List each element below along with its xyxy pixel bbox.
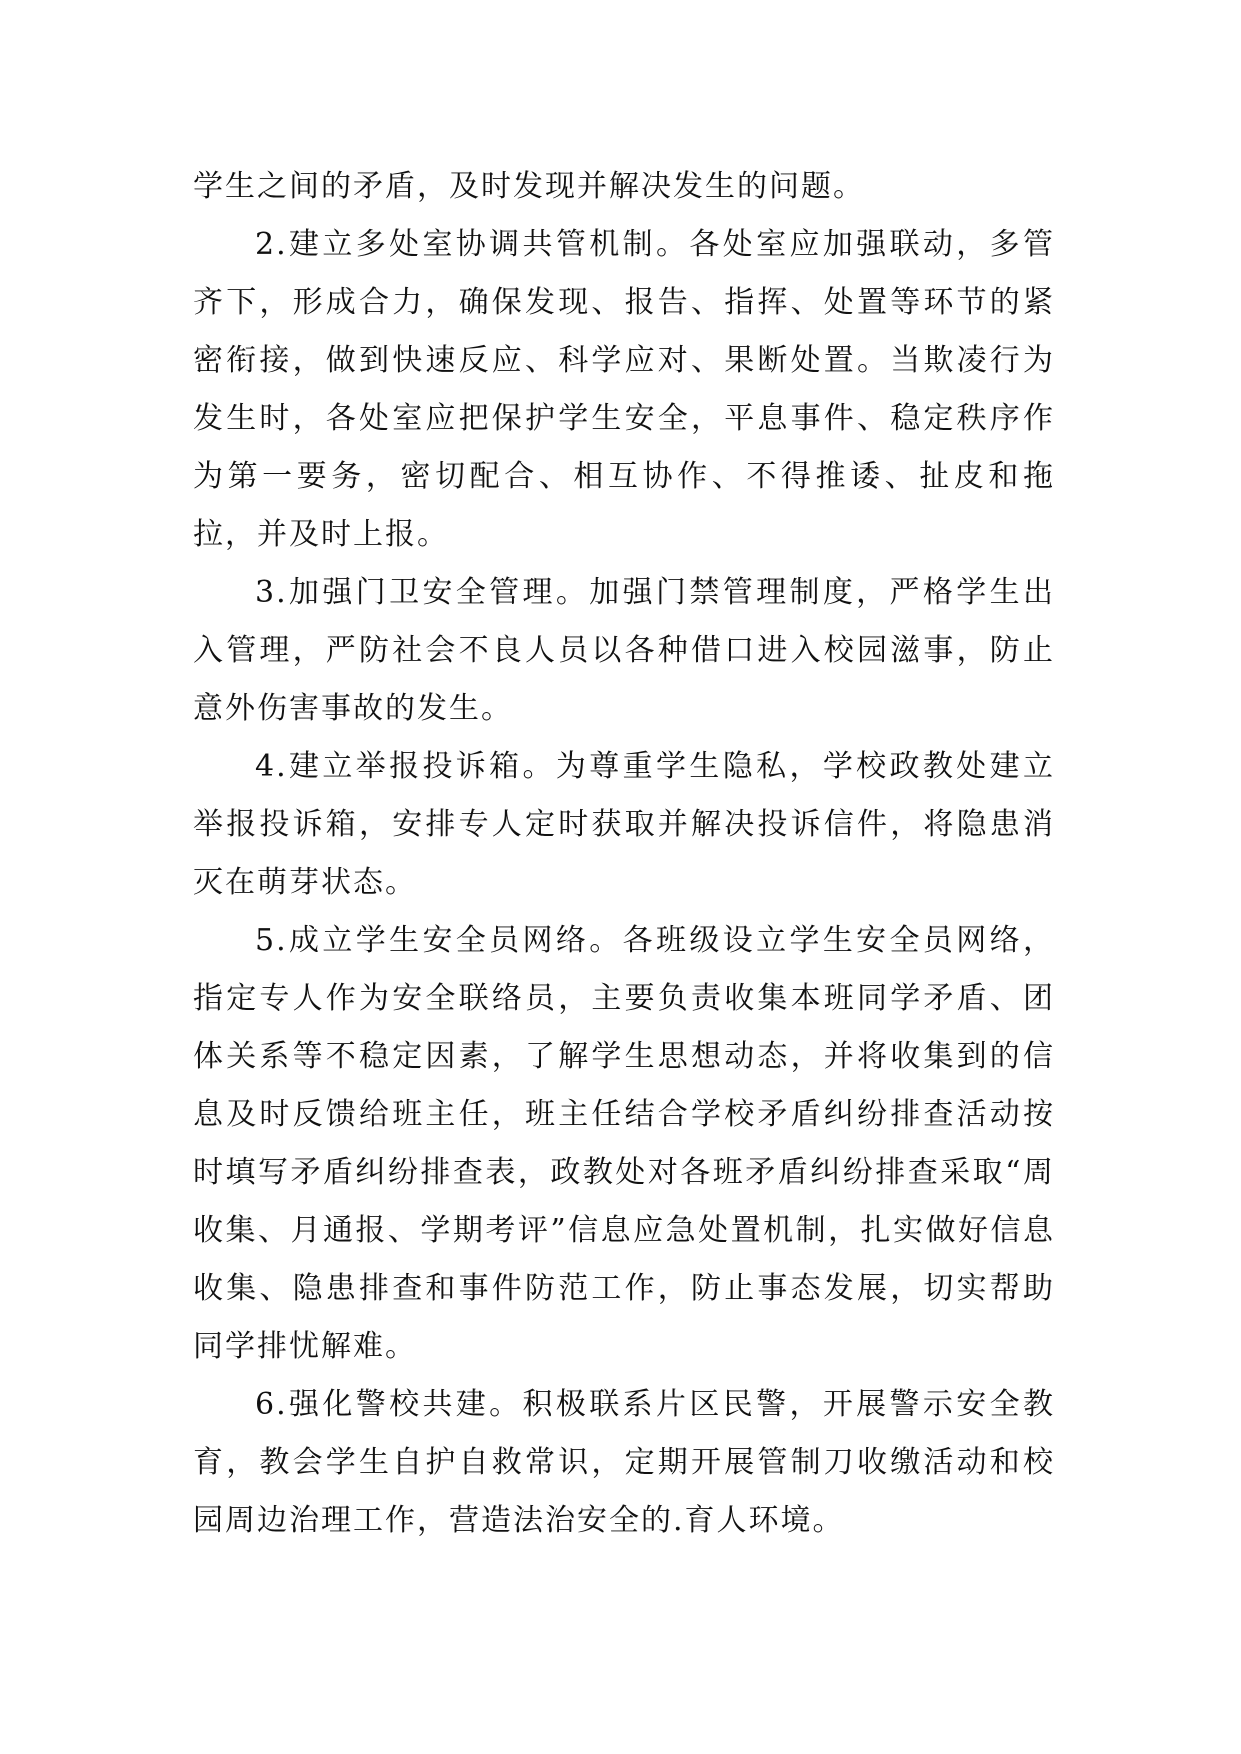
paragraph-item-3: 3.加强门卫安全管理。加强门禁管理制度，严格学生出入管理，严防社会不良人员以各种借口进入校园滋事，防止意外伤害事故的发生。 [193, 575, 1055, 726]
paragraph-item-4: 4.建立举报投诉箱。为尊重学生隐私，学校政教处建立举报投诉箱，安排专人定时获取并解决投诉信件，将隐患消灭在萌芽状态。 [193, 749, 1055, 900]
paragraph-item-6: 6.强化警校共建。积极联系片区民警，开展警示安全教育，教会学生自护自救常识，定期开展管制刀收缴活动和校园周边治理工作，营造法治安全的.育人环境。 [193, 1387, 1055, 1538]
paragraph-continuation: 学生之间的矛盾，及时发现并解决发生的问题。 [193, 169, 865, 204]
paragraph-item-2: 2.建立多处室协调共管机制。各处室应加强联动，多管齐下，形成合力，确保发现、报告、指挥、处置等环节的紧密衔接，做到快速反应、科学应对、果断处置。当欺凌行为发生时，各处室应把保护学生安全，平息事件、稳定秩序作为第一要务，密切配合、相互协作、不得推诿、扯皮和拖拉，并及时上报。 [193, 227, 1055, 552]
document-body [193, 158, 1055, 1550]
paragraph-item-5: 5.成立学生安全员网络。各班级设立学生安全员网络，指定专人作为安全联络员，主要负责收集本班同学矛盾、团体关系等不稳定因素，了解学生思想动态，并将收集到的信息及时反馈给班主任，班主任结合学校矛盾纠纷排查活动按时填写矛盾纠纷排查表，政教处对各班矛盾纠纷排查采取“周收集、月通报、学期考评”信息应急处置机制，扎实做好信息收集、隐患排查和事件防范工作，防止事态发展，切实帮助同学排忧解难。 [193, 923, 1055, 1364]
